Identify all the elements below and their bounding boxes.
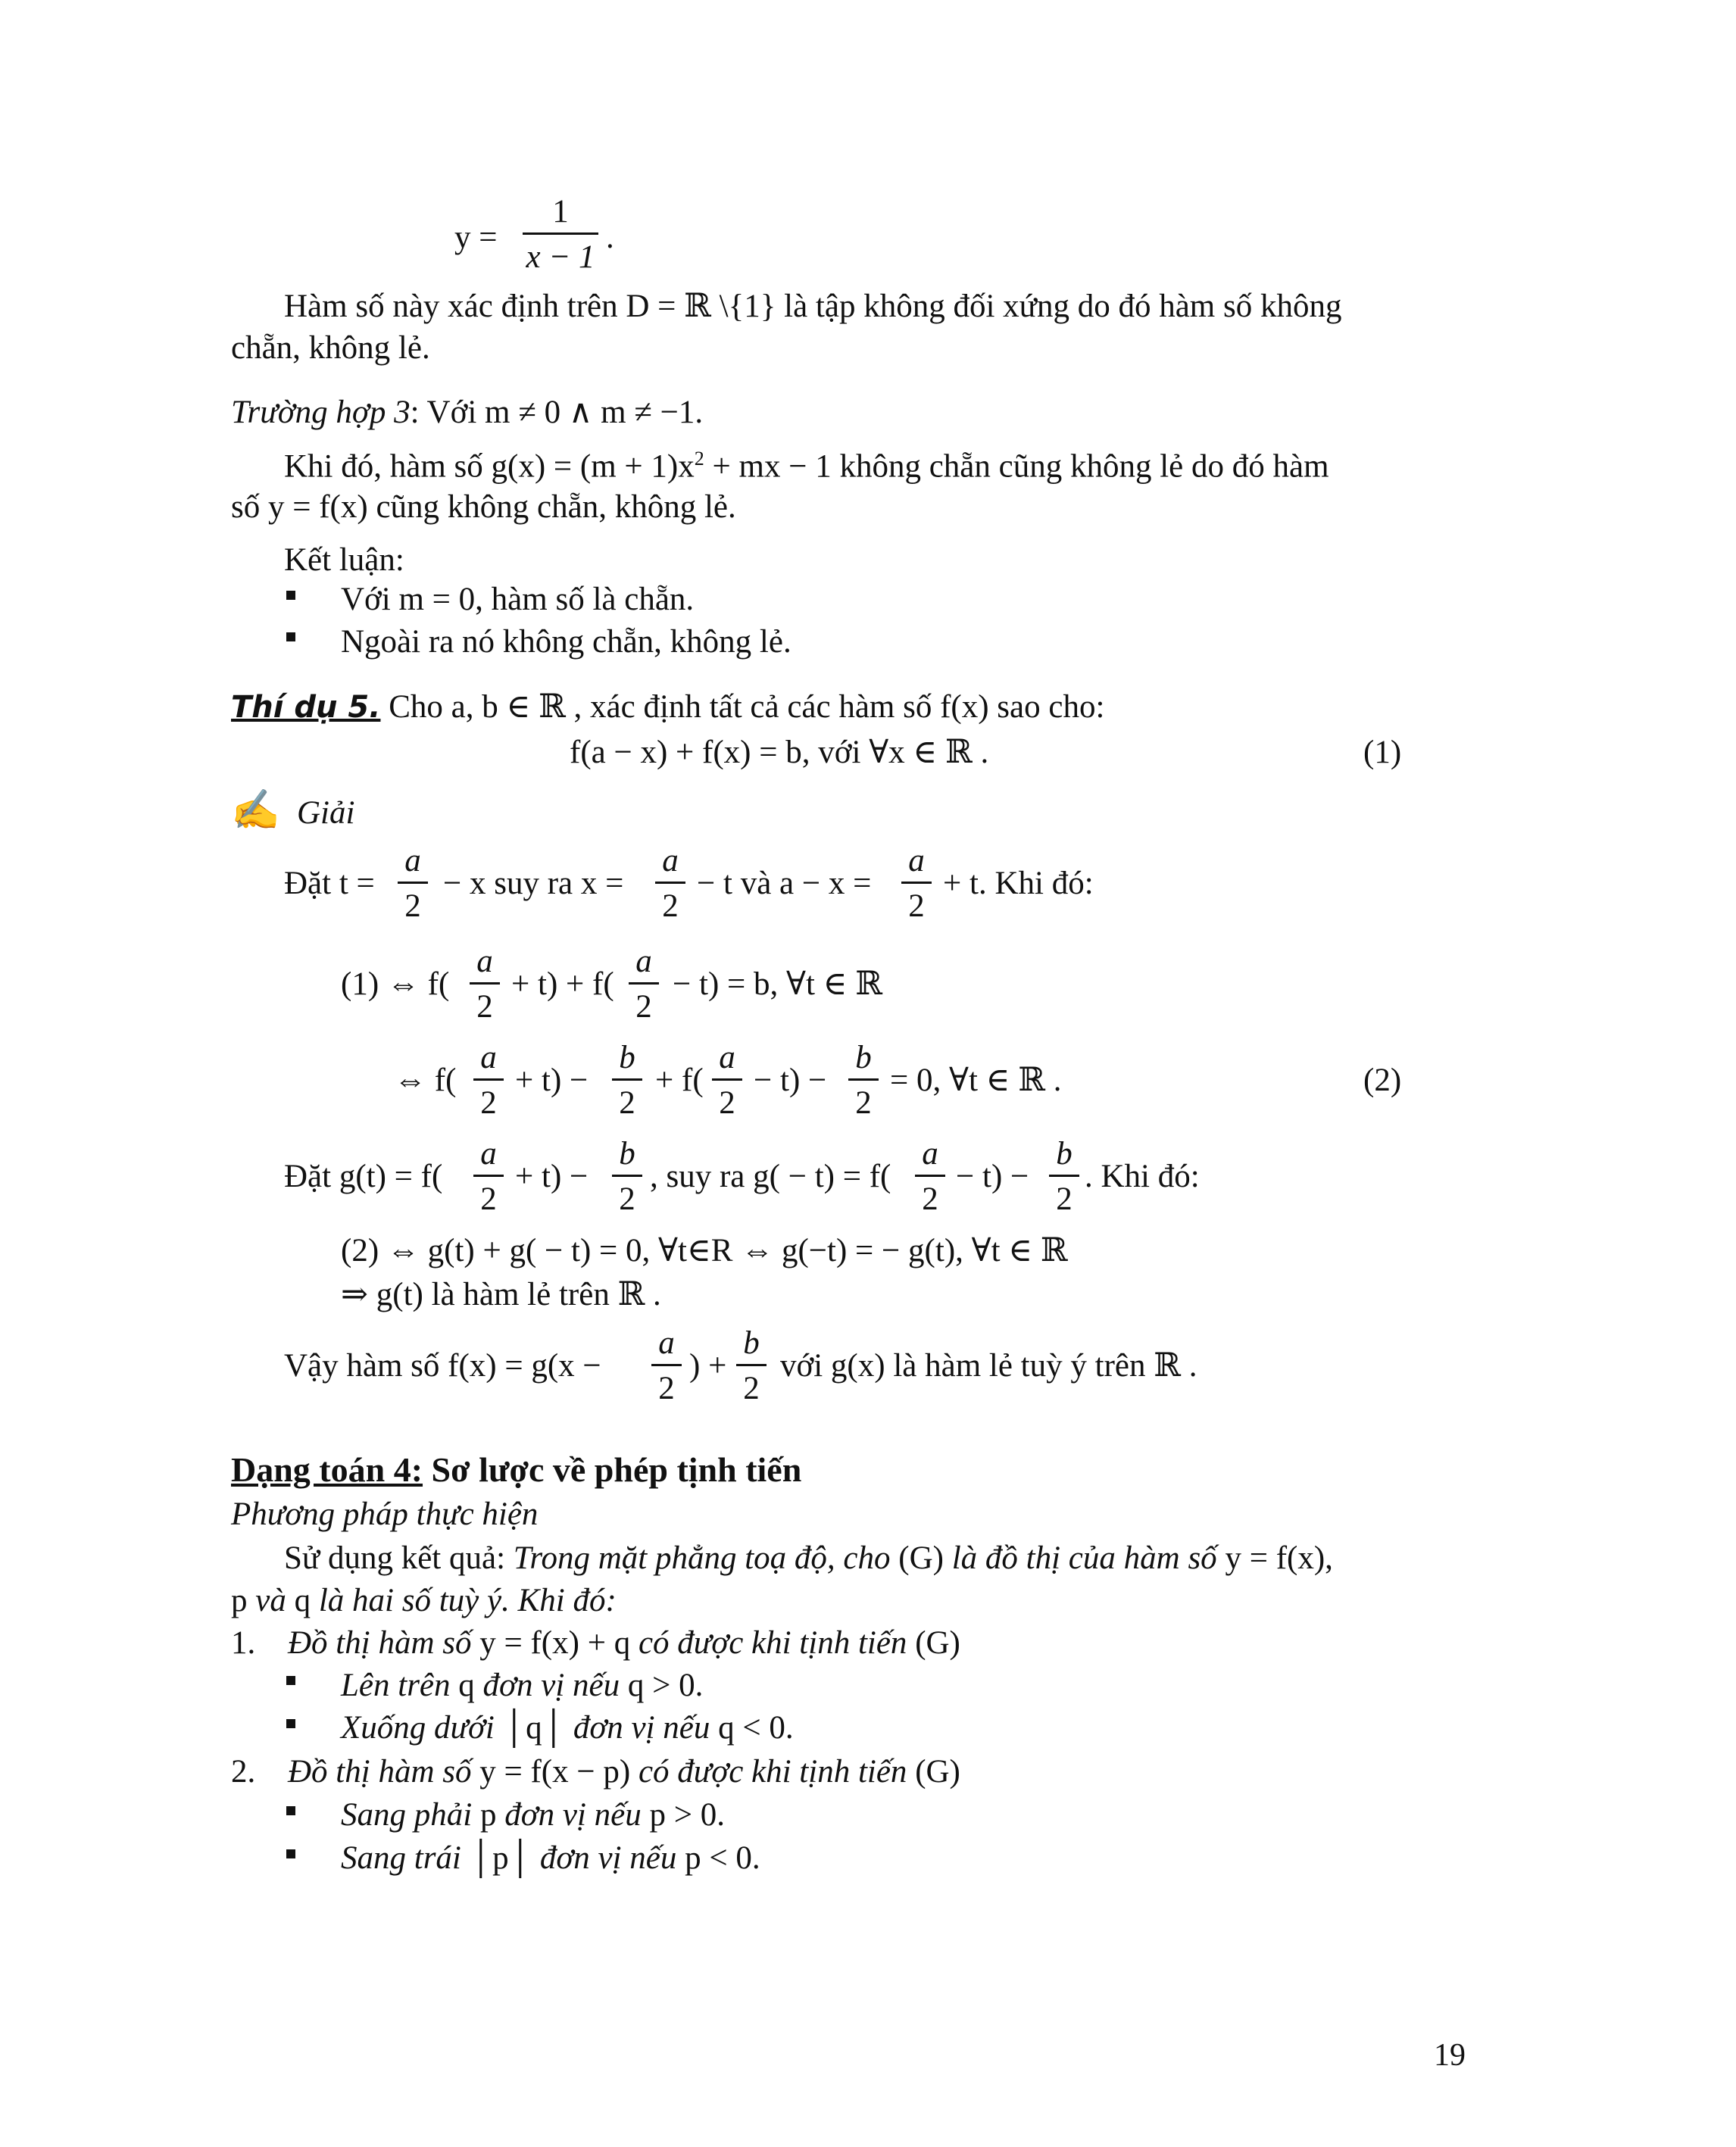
fraction-denominator: 2 xyxy=(635,989,652,1025)
text-part: y = f(x − p) xyxy=(479,1754,631,1790)
fraction-denominator: 2 xyxy=(480,1181,497,1217)
text-part: Đặt g(t) = f( xyxy=(284,1159,443,1194)
fraction-denominator: 2 xyxy=(404,888,421,924)
fraction-denominator: 2 xyxy=(658,1371,675,1406)
bullet-icon xyxy=(286,1806,295,1815)
text-part: p xyxy=(479,1797,497,1833)
fraction-bar xyxy=(736,1364,767,1366)
fraction-numerator: a xyxy=(908,843,925,878)
equation-line: (2) ⇔ g(t) + g( − t) = 0, ∀t∈R ⇔ g(−t) = − g(t), ∀t ∈ ℝ xyxy=(341,1233,1068,1269)
fraction-numerator: a xyxy=(658,1325,675,1361)
text-part: − t) = b, ∀t ∈ ℝ xyxy=(673,966,882,1002)
fraction-b-over-2 xyxy=(612,1137,642,1215)
list-number: 1. xyxy=(231,1625,256,1661)
fraction-b-over-2 xyxy=(736,1327,767,1405)
solution-label: Giải xyxy=(297,795,355,831)
text-part: q > 0. xyxy=(627,1668,704,1703)
list-item: Ngoài ra nó không chẵn, không lẻ. xyxy=(341,624,792,660)
text-part: │p│ xyxy=(469,1840,532,1876)
text-part: q xyxy=(458,1668,475,1703)
fraction-a-over-2 xyxy=(651,1327,682,1405)
text-part: ⇔ f( xyxy=(394,1063,457,1098)
text-part: đơn vị nếu xyxy=(496,1797,650,1833)
fraction-numerator: 1 xyxy=(552,194,569,229)
text-part: là hai số tuỳ ý. Khi đó: xyxy=(311,1583,617,1618)
case-label: Trường hợp 3 xyxy=(231,395,411,430)
text-part: + mx − 1 không chẵn cũng không lẻ do đó hàm xyxy=(704,448,1329,485)
fraction-numerator: a xyxy=(662,843,679,878)
fraction-denominator: x − 1 xyxy=(526,239,595,275)
fraction-1-over-x-minus-1 xyxy=(523,195,598,273)
text-part: đơn vị nếu xyxy=(565,1710,719,1746)
text-part: Xuống dưới xyxy=(341,1710,503,1746)
fraction-a-over-2 xyxy=(915,1137,945,1215)
fraction-b-over-2 xyxy=(848,1041,879,1119)
fraction-bar xyxy=(712,1078,742,1081)
fraction-bar xyxy=(473,1175,504,1177)
list-item xyxy=(341,1842,760,1874)
text-part: (G) xyxy=(915,1754,960,1790)
fraction-numerator: a xyxy=(719,1040,735,1075)
fraction-bar xyxy=(473,1078,504,1081)
text-part: đơn vị nếu xyxy=(532,1840,685,1876)
fraction-numerator: a xyxy=(635,944,652,979)
fraction-bar xyxy=(651,1364,682,1366)
fraction-numerator: a xyxy=(480,1136,497,1172)
text-part: p xyxy=(231,1583,248,1618)
fraction-denominator: 2 xyxy=(855,1085,872,1121)
fraction-a-over-2 xyxy=(629,945,659,1023)
text-part: = 0, ∀t ∈ ℝ . xyxy=(890,1063,1062,1098)
paragraph-line: Hàm số này xác định trên D = ℝ \{1} là tập không đối xứng do đó hàm số không xyxy=(284,289,1342,324)
fraction-bar xyxy=(523,232,598,235)
fraction-numerator: b xyxy=(619,1040,635,1075)
fraction-denominator: 2 xyxy=(480,1085,497,1121)
list-item xyxy=(341,1669,703,1702)
text-part: + t) + f( xyxy=(511,966,614,1002)
text-part: + t) − xyxy=(515,1159,589,1194)
paragraph-line xyxy=(231,1584,617,1617)
case-3-line xyxy=(231,396,703,429)
list-item: Với m = 0, hàm số là chẵn. xyxy=(341,582,695,617)
fraction-denominator: 2 xyxy=(908,888,925,924)
fraction-numerator: b xyxy=(619,1136,635,1172)
text-part: đơn vị nếu xyxy=(474,1668,628,1703)
text-part: − t) − xyxy=(754,1063,827,1098)
superscript: 2 xyxy=(694,448,704,470)
example-5-line xyxy=(231,691,1104,723)
text-part: Sử dụng kết quả: xyxy=(284,1540,514,1576)
equation-line: ⇒ g(t) là hàm lẻ trên ℝ . xyxy=(341,1277,661,1312)
case-condition: : Với m ≠ 0 ∧ m ≠ −1. xyxy=(410,395,704,430)
fraction-denominator: 2 xyxy=(619,1181,635,1217)
list-number: 2. xyxy=(231,1754,256,1790)
bullet-icon xyxy=(286,591,295,600)
section-label: Dạng toán 4: xyxy=(231,1450,423,1489)
equation-number: (2) xyxy=(1363,1063,1402,1098)
fraction-numerator: b xyxy=(1056,1136,1073,1172)
paragraph-line: số y = f(x) cũng không chẵn, không lẻ. xyxy=(231,489,736,525)
fraction-numerator: b xyxy=(743,1325,760,1361)
text-part: là đồ thị của hàm số xyxy=(943,1540,1226,1576)
fraction-a-over-2 xyxy=(398,844,428,922)
text-part: − x suy ra x = xyxy=(443,866,624,901)
pen-icon: ✍ xyxy=(231,789,280,832)
text-part: và xyxy=(247,1583,295,1618)
text-part: Sang phải xyxy=(341,1797,480,1833)
section-title: Sơ lược về phép tịnh tiến xyxy=(423,1450,802,1489)
fraction-bar xyxy=(398,882,428,884)
text-part: Khi đó, hàm số g(x) = (m + 1)x xyxy=(284,448,695,485)
period: . xyxy=(606,220,614,255)
text-part: Sang trái xyxy=(341,1840,470,1876)
example-text: Cho a, b ∈ ℝ , xác định tất cả các hàm số f(x) sao cho: xyxy=(380,689,1105,725)
example-label: Thí dụ 5. xyxy=(231,690,381,725)
paragraph-line xyxy=(284,448,1329,485)
fraction-bar xyxy=(915,1175,945,1177)
bullet-icon xyxy=(286,1719,295,1728)
text-part: Lên trên xyxy=(341,1668,459,1703)
text-part: − t và a − x = xyxy=(697,866,872,901)
fraction-b-over-2 xyxy=(612,1041,642,1119)
text-part: , suy ra g( − t) = f( xyxy=(650,1159,891,1194)
fraction-a-over-2 xyxy=(655,844,685,922)
fraction-denominator: 2 xyxy=(662,888,679,924)
fraction-denominator: 2 xyxy=(476,989,493,1025)
fraction-denominator: 2 xyxy=(922,1181,938,1217)
fraction-denominator: 2 xyxy=(743,1371,760,1406)
fraction-denominator: 2 xyxy=(719,1085,735,1121)
fraction-denominator: 2 xyxy=(619,1085,635,1121)
y-equals: y = xyxy=(454,220,498,255)
fraction-a-over-2 xyxy=(901,844,932,922)
fraction-a-over-2 xyxy=(473,1137,504,1215)
text-part: − t) − xyxy=(956,1159,1029,1194)
text-part: Đồ thị hàm số xyxy=(288,1754,480,1790)
paragraph-line: chẵn, không lẻ. xyxy=(231,330,430,366)
equation-1: f(a − x) + f(x) = b, với ∀x ∈ ℝ . xyxy=(570,735,989,770)
text-part: + t) − xyxy=(515,1063,589,1098)
text-part: có được khi tịnh tiến xyxy=(630,1625,916,1661)
text-part: Trong mặt phẳng toạ độ, cho xyxy=(513,1540,899,1576)
text-part: + f( xyxy=(655,1063,704,1098)
list-item xyxy=(288,1755,960,1788)
text-part: (1) ⇔ f( xyxy=(341,966,450,1002)
fraction-a-over-2 xyxy=(470,945,500,1023)
text-part: (G) xyxy=(898,1540,944,1576)
text-part: p > 0. xyxy=(649,1797,726,1833)
text-part: ) + xyxy=(689,1348,727,1384)
fraction-numerator: b xyxy=(855,1040,872,1075)
text-part: y = f(x), xyxy=(1225,1540,1333,1576)
text-part: Đồ thị hàm số xyxy=(288,1625,480,1661)
equation-number: (1) xyxy=(1363,735,1402,770)
text-part: với g(x) là hàm lẻ tuỳ ý trên ℝ . xyxy=(780,1348,1197,1384)
fraction-bar xyxy=(612,1078,642,1081)
text-part: + t. Khi đó: xyxy=(943,866,1094,901)
text-part: Đặt t = xyxy=(284,866,375,901)
text-part: có được khi tịnh tiến xyxy=(630,1754,916,1790)
section-heading xyxy=(231,1450,802,1489)
fraction-bar xyxy=(629,982,659,985)
fraction-b-over-2 xyxy=(1049,1137,1079,1215)
fraction-numerator: a xyxy=(476,944,493,979)
text-part: . Khi đó: xyxy=(1085,1159,1200,1194)
text-part: (G) xyxy=(915,1625,960,1661)
text-part: q < 0. xyxy=(718,1710,794,1746)
fraction-numerator: a xyxy=(404,843,421,878)
conclusion-title: Kết luận: xyxy=(284,542,404,578)
text-part: │q│ xyxy=(502,1710,566,1746)
method-title: Phương pháp thực hiện xyxy=(231,1496,539,1532)
fraction-bar xyxy=(612,1175,642,1177)
list-item xyxy=(341,1712,794,1744)
bullet-icon xyxy=(286,1676,295,1685)
text-part: Vậy hàm số f(x) = g(x − xyxy=(284,1348,601,1384)
page-number: 19 xyxy=(1434,2038,1466,2073)
fraction-bar xyxy=(470,982,500,985)
fraction-numerator: a xyxy=(480,1040,497,1075)
text-part: p < 0. xyxy=(685,1840,760,1876)
bullet-icon xyxy=(286,632,295,641)
fraction-a-over-2 xyxy=(712,1041,742,1119)
fraction-a-over-2 xyxy=(473,1041,504,1119)
text-part: y = f(x) + q xyxy=(479,1625,631,1661)
text-part: q xyxy=(294,1583,311,1618)
paragraph-line xyxy=(284,1542,1333,1574)
bullet-icon xyxy=(286,1849,295,1858)
fraction-denominator: 2 xyxy=(1056,1181,1073,1217)
fraction-bar xyxy=(1049,1175,1079,1177)
fraction-bar xyxy=(848,1078,879,1081)
list-item xyxy=(288,1627,960,1659)
list-item xyxy=(341,1799,725,1831)
fraction-bar xyxy=(901,882,932,884)
fraction-bar xyxy=(655,882,685,884)
fraction-numerator: a xyxy=(922,1136,938,1172)
